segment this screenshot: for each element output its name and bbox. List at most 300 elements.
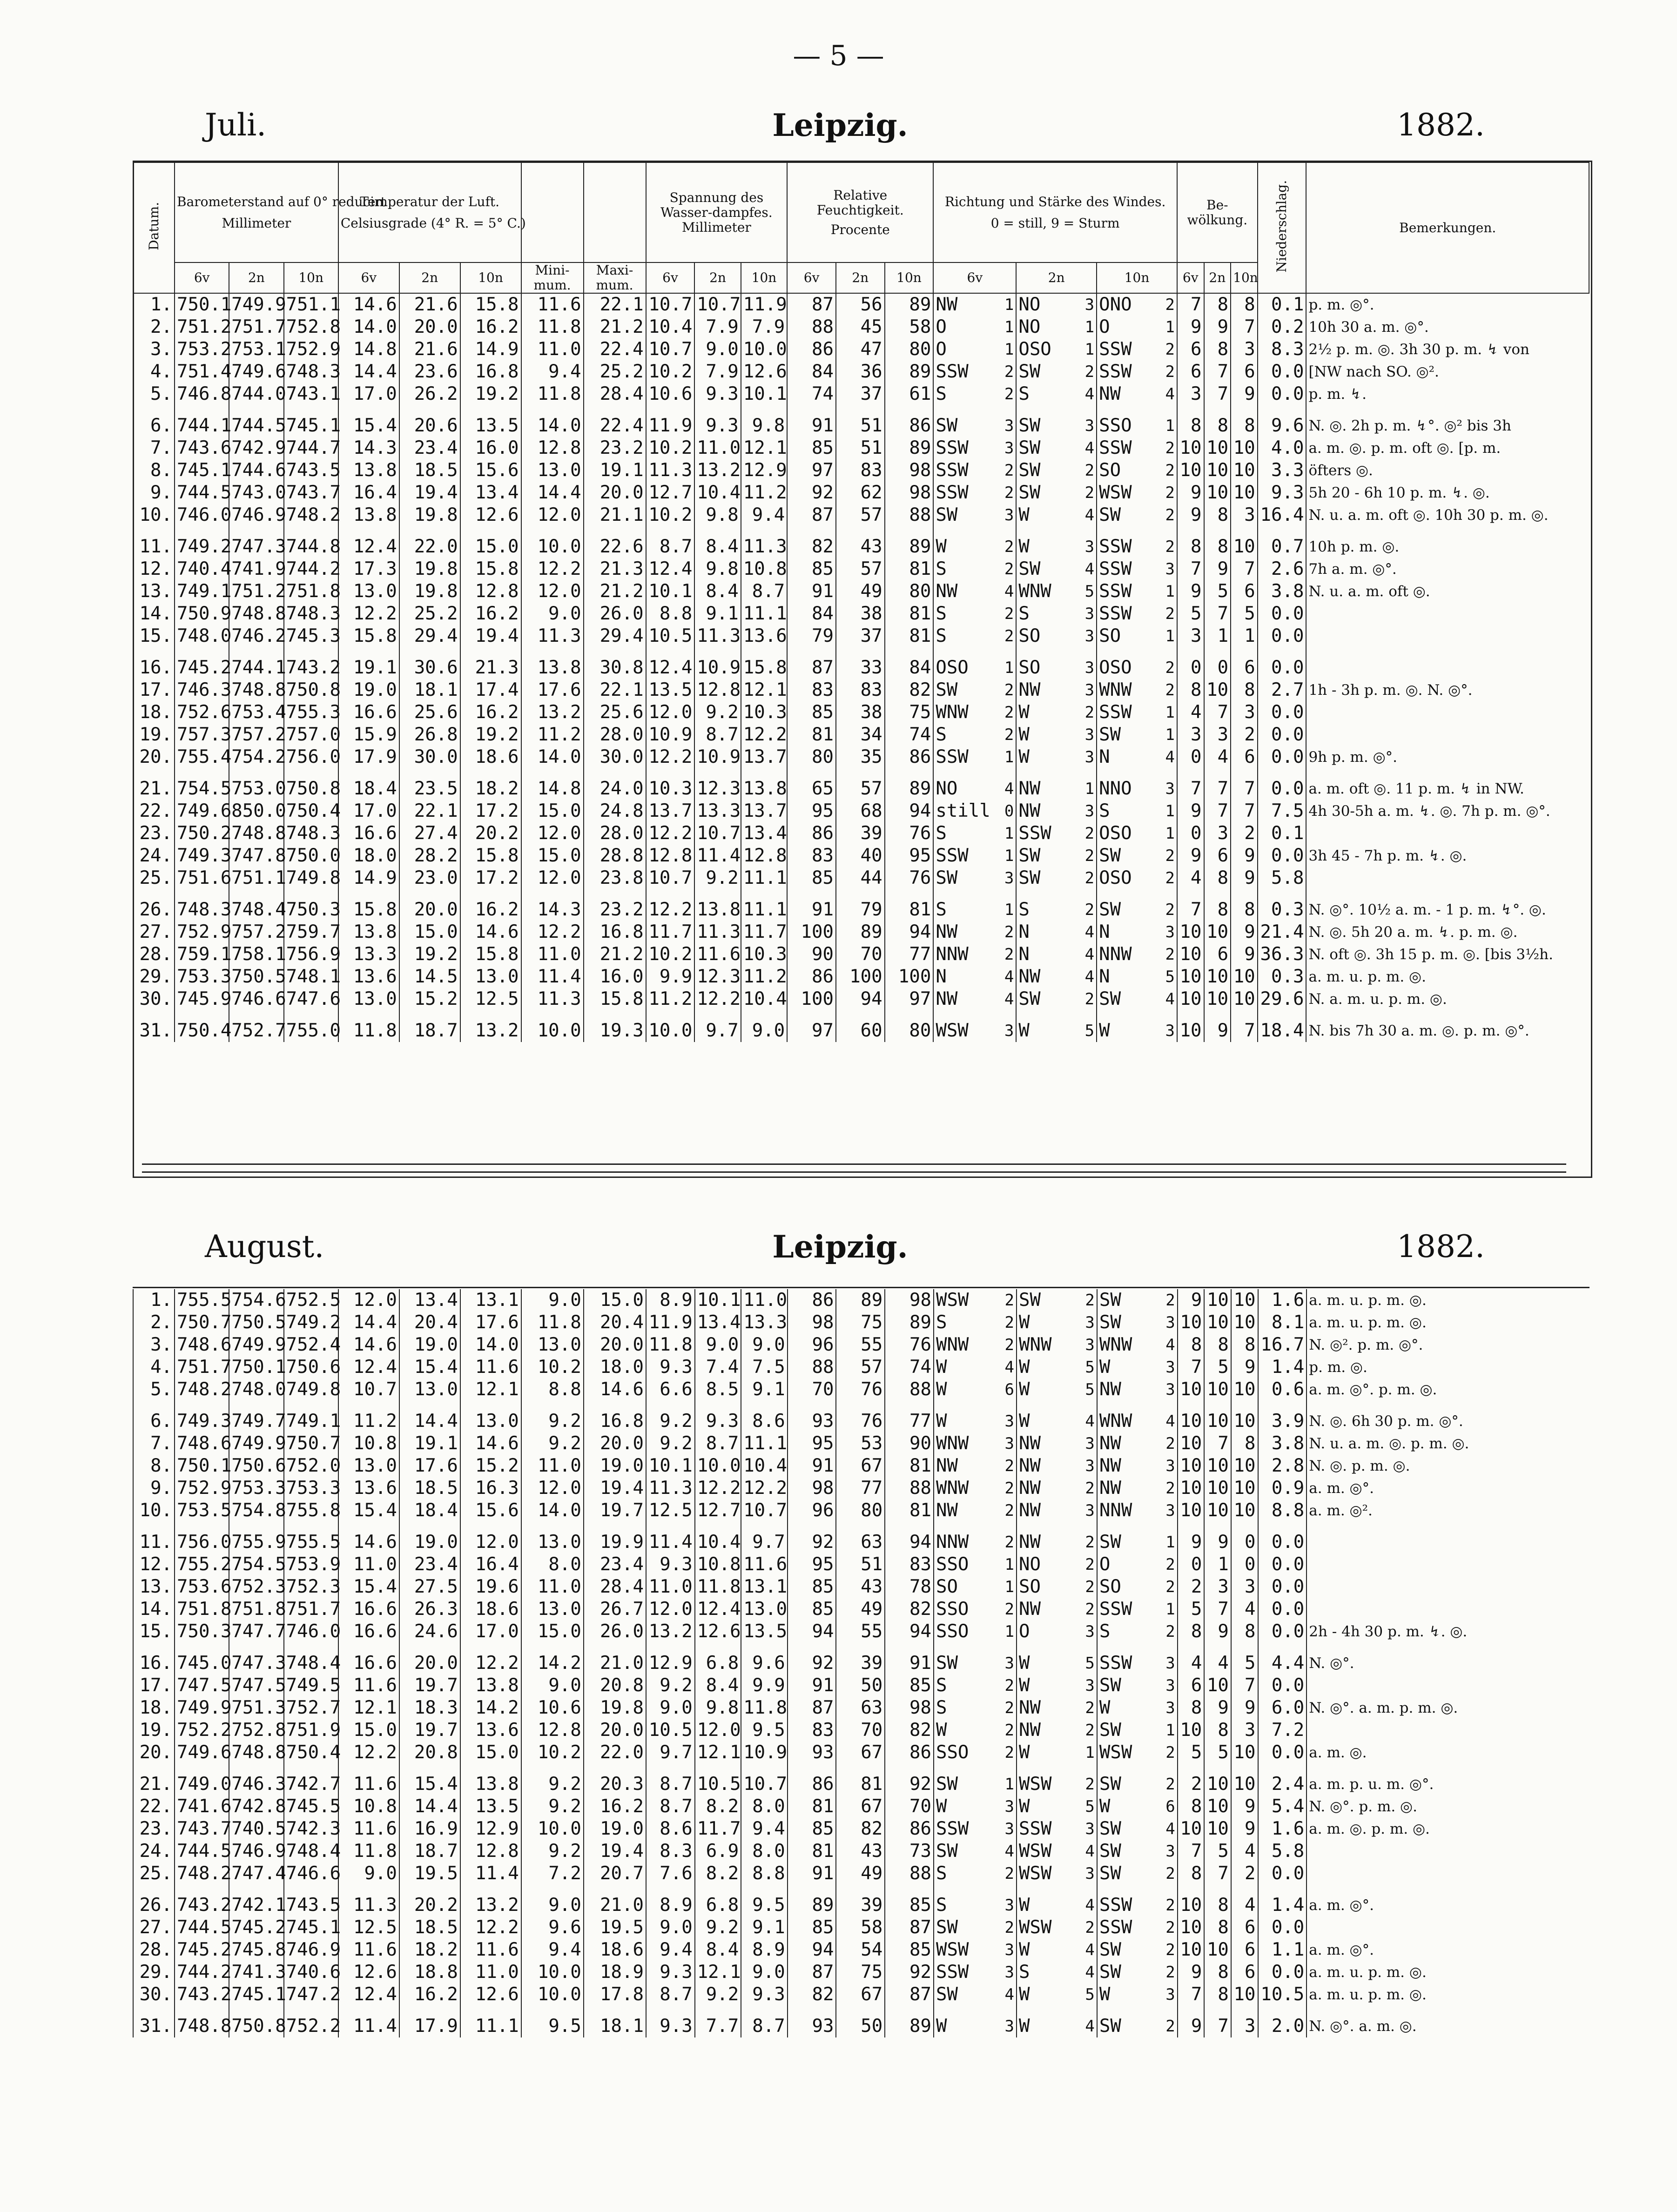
cell-vapour-6v: 9.4 (646, 1939, 695, 1961)
cell-baro-2n: 750.5 (229, 1311, 283, 1334)
cell-remark: [NW nach SO. ◎². (1306, 361, 1589, 383)
cell-date: 24. (133, 845, 175, 867)
cell-baro-10n: 748.3 (284, 822, 338, 845)
cell-wind-force-10n: 3 (1165, 1985, 1175, 2004)
cell-vapour-6v: 9.3 (646, 2006, 695, 2037)
cell-wind-dir-6v: W (934, 1378, 995, 1401)
cell-precipitation: 0.0 (1258, 1674, 1307, 1697)
cell-cloud-10n: 6 (1231, 361, 1258, 383)
cell-vapour-10n: 12.1 (741, 679, 787, 701)
cell-temp-max: 28.8 (584, 845, 646, 867)
cell-wind-dir-6v: S (933, 724, 994, 746)
cell-cloud-6v: 10 (1178, 1311, 1205, 1334)
cell-baro-2n: 746.2 (229, 625, 283, 647)
cell-date: 30. (133, 1983, 175, 2006)
cell-vapour-10n: 8.8 (741, 1862, 788, 1885)
cell-baro-6v: 749.6 (175, 1741, 229, 1764)
cell-humidity-10n: 94 (885, 800, 934, 822)
cell-humidity-6v: 92 (787, 482, 836, 504)
cell-humidity-10n: 95 (885, 845, 934, 867)
cell-date: 31. (133, 1010, 175, 1042)
cell-cloud-6v: 8 (1177, 405, 1204, 437)
cell-cloud-10n: 6 (1231, 1961, 1258, 1983)
cell-precipitation: 5.8 (1258, 867, 1307, 889)
cell-remark: a. m. ◎°. p. m. ◎. (1307, 1378, 1589, 1401)
cell-precipitation: 2.4 (1258, 1764, 1307, 1795)
cell-wind-force-10n: 1 (1165, 627, 1175, 645)
cell-temp-6v: 16.6 (338, 701, 399, 724)
cell-cloud-2n: 8 (1204, 1719, 1231, 1741)
cell-vapour-10n: 11.1 (741, 889, 787, 921)
cell-cloud-6v: 4 (1177, 867, 1204, 889)
cell-baro-2n: 753.3 (229, 1477, 283, 1499)
cell-wind-dir-2n: NW (1017, 1499, 1075, 1522)
vap-6v: 6v (646, 262, 695, 293)
cell-wind-force-10n: 3 (1165, 1022, 1175, 1040)
cell-temp-min: 11.6 (521, 293, 584, 316)
cell-wind-dir-6v: S (934, 1697, 995, 1719)
cell-wind-force-2n: 3 (1084, 726, 1095, 744)
cell-humidity-10n: 80 (885, 580, 934, 603)
cell-temp-min: 9.2 (521, 1401, 584, 1432)
cell-wind-dir-6v: O (933, 316, 994, 338)
cell-wind-dir-6v: WNW (934, 1334, 995, 1356)
cell-vapour-6v: 9.2 (646, 1401, 695, 1432)
cell-wind-dir-6v: WNW (934, 1477, 995, 1499)
cell-vapour-10n: 11.6 (741, 1553, 788, 1576)
cell-temp-6v: 11.6 (338, 1939, 399, 1961)
cell-baro-10n: 749.8 (284, 1378, 338, 1401)
cell-temp-6v: 13.8 (338, 921, 399, 943)
cell-wind-force-10n: 2 (1165, 1918, 1175, 1937)
cell-date: 1. (133, 293, 175, 316)
cell-wind-dir-6v: SSW (934, 1961, 995, 1983)
cell-humidity-2n: 36 (836, 361, 885, 383)
cell-wind-dir-2n: SW (1016, 459, 1075, 482)
cell-wind-force-10n: 2 (1165, 439, 1175, 457)
cell-wind-force-2n: 5 (1085, 1985, 1095, 2004)
cell-wind-dir-6v: S (933, 625, 994, 647)
cell-baro-10n: 745.1 (284, 405, 338, 437)
cell-vapour-2n: 8.4 (694, 526, 741, 558)
cell-cloud-10n: 10 (1231, 1401, 1258, 1432)
cell-remark: N. a. m. u. p. m. ◎. (1306, 988, 1589, 1010)
cell-vapour-10n: 9.1 (741, 1378, 788, 1401)
cell-wind-force-10n: 3 (1165, 560, 1175, 578)
cell-temp-max: 21.0 (584, 1643, 646, 1674)
cell-vapour-6v: 8.7 (646, 1983, 695, 2006)
cell-cloud-10n: 7 (1231, 316, 1258, 338)
cell-humidity-2n: 70 (836, 1719, 885, 1741)
cell-vapour-6v: 9.0 (646, 1916, 695, 1939)
cell-vapour-6v: 13.7 (646, 800, 695, 822)
cell-date: 7. (133, 437, 175, 459)
cell-cloud-2n: 10 (1204, 966, 1231, 988)
cell-wind-dir-10n: SSW (1097, 1885, 1156, 1916)
cell-baro-2n: 753.1 (229, 338, 283, 361)
cell-temp-2n: 19.8 (399, 580, 460, 603)
cell-temp-min: 12.0 (521, 822, 584, 845)
cell-remark: a. m. u. p. m. ◎. (1307, 1311, 1589, 1334)
cell-cloud-2n: 10 (1204, 1818, 1231, 1840)
cell-temp-min: 7.2 (521, 1862, 584, 1885)
cell-humidity-2n: 75 (836, 1311, 885, 1334)
cell-humidity-10n: 86 (885, 1741, 934, 1764)
cell-humidity-10n: 92 (885, 1764, 934, 1795)
cell-wind-dir-6v: WNW (933, 701, 994, 724)
cell-cloud-10n: 8 (1231, 679, 1258, 701)
cell-vapour-2n: 11.6 (694, 943, 741, 966)
cell-humidity-6v: 85 (788, 1598, 836, 1620)
cell-baro-6v: 755.4 (175, 746, 229, 768)
cell-temp-2n: 16.2 (399, 1983, 460, 2006)
cell-humidity-2n: 53 (836, 1432, 885, 1455)
cell-humidity-6v: 91 (788, 1862, 836, 1885)
cell-humidity-6v: 94 (788, 1620, 836, 1643)
cell-wind-dir-2n: W (1017, 1356, 1075, 1378)
cell-date: 23. (133, 822, 175, 845)
cell-wind-dir-10n: SSW (1097, 1643, 1156, 1674)
cell-baro-6v: 746.0 (175, 504, 229, 526)
cell-wind-dir-2n: SW (1017, 1289, 1075, 1311)
cell-cloud-10n: 6 (1231, 1939, 1258, 1961)
cell-cloud-10n: 9 (1231, 1818, 1258, 1840)
cell-cloud-6v: 10 (1177, 921, 1204, 943)
cell-temp-6v: 13.0 (338, 1455, 399, 1477)
cell-wind-force-6v: 1 (1004, 340, 1014, 359)
cell-vapour-6v: 12.5 (646, 1499, 695, 1522)
cell-wind-dir-2n: WSW (1017, 1840, 1075, 1862)
cell-baro-6v: 741.6 (175, 1795, 229, 1818)
cell-humidity-10n: 91 (885, 1643, 934, 1674)
cell-wind-force-10n: 2 (1165, 296, 1175, 314)
cell-wind-force-6v: 1 (1004, 659, 1014, 677)
cell-vapour-10n: 11.1 (741, 1432, 788, 1455)
cell-wind-force-6v: 3 (1004, 506, 1014, 524)
cell-vapour-6v: 10.7 (646, 338, 695, 361)
cell-baro-10n: 748.3 (284, 603, 338, 625)
cell-temp-max: 22.0 (584, 1741, 646, 1764)
cell-wind-force-6v: 2 (1004, 363, 1014, 381)
cell-date: 26. (133, 889, 175, 921)
cell-wind-dir-6v: SSW (934, 1818, 995, 1840)
cell-vapour-10n: 13.4 (741, 822, 787, 845)
cell-temp-max: 26.0 (584, 603, 646, 625)
cell-wind-force-6v: 2 (1004, 1676, 1015, 1695)
cell-temp-max: 21.3 (584, 558, 646, 580)
cell-baro-10n: 757.0 (284, 724, 338, 746)
cell-vapour-2n: 9.2 (694, 701, 741, 724)
cell-wind-force-2n: 3 (1085, 1864, 1095, 1883)
cell-cloud-2n: 10 (1204, 1674, 1231, 1697)
cell-remark: 9h p. m. ◎°. (1306, 746, 1589, 768)
cell-wind-dir-2n: WSW (1017, 1862, 1075, 1885)
cell-baro-2n: 751.2 (229, 580, 283, 603)
cell-wind-force-2n: 3 (1084, 538, 1095, 556)
cell-cloud-6v: 9 (1177, 845, 1204, 867)
cell-humidity-2n: 67 (836, 1983, 885, 2006)
cell-humidity-2n: 79 (836, 889, 885, 921)
cell-humidity-2n: 62 (836, 482, 885, 504)
cell-wind-dir-6v: S (933, 603, 994, 625)
cell-vapour-6v: 9.3 (646, 1961, 695, 1983)
cell-temp-6v: 11.2 (338, 1401, 399, 1432)
cell-wind-dir-6v: NNW (934, 1522, 995, 1553)
cell-temp-max: 19.9 (584, 1522, 646, 1553)
cell-baro-10n: 748.4 (284, 1840, 338, 1862)
cell-wind-dir-6v: W (934, 1401, 995, 1432)
cell-date: 17. (133, 1674, 175, 1697)
cell-vapour-2n: 9.0 (694, 338, 741, 361)
cell-cloud-2n: 5 (1204, 1741, 1231, 1764)
cell-wind-dir-10n: WSW (1097, 1741, 1156, 1764)
cell-wind-force-2n: 3 (1085, 1501, 1095, 1520)
cell-wind-force-10n: 4 (1165, 990, 1175, 1009)
cell-humidity-6v: 86 (787, 966, 836, 988)
table-row (133, 1499, 1589, 1522)
cell-vapour-10n: 9.9 (741, 1674, 788, 1697)
cell-wind-dir-2n: WSW (1017, 1916, 1075, 1939)
cell-humidity-2n: 51 (836, 405, 885, 437)
cell-wind-force-6v: 2 (1004, 538, 1014, 556)
cell-temp-10n: 20.2 (460, 822, 521, 845)
cell-temp-10n: 16.3 (460, 1477, 521, 1499)
cell-temp-10n: 12.6 (460, 504, 521, 526)
cell-temp-2n: 18.2 (399, 1939, 460, 1961)
cell-vapour-2n: 7.7 (695, 2006, 741, 2037)
cell-temp-max: 21.2 (584, 316, 646, 338)
cell-baro-2n: 745.1 (229, 1983, 283, 2006)
cell-wind-force-2n: 3 (1084, 296, 1095, 314)
cell-wind-force-6v: 3 (1004, 417, 1014, 435)
cell-cloud-2n: 7 (1204, 701, 1231, 724)
cell-vapour-2n: 13.2 (694, 459, 741, 482)
july-table (133, 162, 1589, 1042)
cell-baro-10n: 755.8 (284, 1499, 338, 1522)
cell-temp-2n: 19.8 (399, 504, 460, 526)
cell-humidity-10n: 88 (885, 504, 934, 526)
table-row (133, 822, 1589, 845)
cell-date: 26. (133, 1885, 175, 1916)
cell-wind-dir-10n: NW (1097, 1455, 1156, 1477)
cell-baro-6v: 750.7 (175, 1311, 229, 1334)
cell-humidity-10n: 89 (885, 1311, 934, 1334)
cell-baro-2n: 748.8 (229, 603, 283, 625)
cell-temp-6v: 12.2 (338, 603, 399, 625)
cell-temp-min: 14.0 (521, 405, 584, 437)
cell-wind-dir-2n: SW (1016, 988, 1075, 1010)
cell-precipitation: 6.0 (1258, 1697, 1307, 1719)
cell-cloud-6v: 10 (1178, 1916, 1205, 1939)
cell-baro-2n: 747.5 (229, 1674, 283, 1697)
cell-cloud-10n: 10 (1231, 437, 1258, 459)
cell-wind-dir-10n: SSW (1097, 361, 1155, 383)
cell-cloud-10n: 7 (1231, 800, 1258, 822)
cell-humidity-10n: 89 (885, 2006, 934, 2037)
cell-cloud-2n: 10 (1204, 1455, 1231, 1477)
cell-temp-6v: 15.9 (338, 724, 399, 746)
cell-date: 4. (133, 361, 175, 383)
cell-baro-6v: 749.0 (175, 1764, 229, 1795)
cell-precipitation: 10.5 (1258, 1983, 1307, 2006)
cell-wind-dir-2n: W (1016, 1010, 1075, 1042)
cell-temp-2n: 19.0 (399, 1522, 460, 1553)
cell-temp-6v: 12.6 (338, 1961, 399, 1983)
cell-date: 3. (133, 338, 175, 361)
cell-wind-force-6v: 4 (1004, 968, 1014, 986)
cell-cloud-6v: 9 (1177, 580, 1204, 603)
cell-cloud-6v: 7 (1177, 768, 1204, 800)
cell-cloud-10n: 10 (1231, 1741, 1258, 1764)
cell-temp-2n: 14.4 (399, 1795, 460, 1818)
cell-wind-dir-2n: SO (1016, 647, 1075, 679)
cell-wind-force-10n: 2 (1165, 461, 1175, 480)
cell-remark (1307, 1674, 1589, 1697)
cell-wind-force-2n: 4 (1084, 923, 1095, 941)
cell-cloud-2n: 1 (1204, 625, 1231, 647)
cell-wind-dir-10n: SO (1097, 625, 1155, 647)
table-row (133, 437, 1589, 459)
cell-temp-min: 15.0 (521, 800, 584, 822)
cell-temp-2n: 27.4 (399, 822, 460, 845)
cell-baro-6v: 749.6 (175, 800, 229, 822)
cell-temp-6v: 9.0 (338, 1862, 399, 1885)
cell-temp-min: 14.8 (521, 768, 584, 800)
cell-date: 16. (133, 647, 175, 679)
cell-vapour-10n: 11.7 (741, 921, 787, 943)
cell-precipitation: 0.0 (1258, 383, 1307, 405)
cell-wind-force-2n: 4 (1084, 385, 1095, 403)
baro-6v: 6v (175, 262, 229, 293)
cell-remark: a. m. u. p. m. ◎. (1307, 1289, 1589, 1311)
cell-cloud-6v: 9 (1178, 2006, 1205, 2037)
cell-cloud-6v: 10 (1178, 1719, 1205, 1741)
august-body (133, 1289, 1589, 2037)
cell-temp-10n: 16.2 (460, 701, 521, 724)
cell-wind-force-6v: 2 (1004, 385, 1014, 403)
cell-baro-10n: 752.2 (284, 2006, 338, 2037)
cell-temp-10n: 19.2 (460, 724, 521, 746)
cell-wind-dir-2n: W (1016, 746, 1075, 768)
cell-temp-max: 19.5 (584, 1916, 646, 1939)
cell-precipitation: 7.5 (1258, 800, 1307, 822)
cell-cloud-10n: 4 (1231, 1840, 1258, 1862)
cell-vapour-2n: 10.1 (695, 1289, 741, 1311)
cell-humidity-2n: 89 (836, 1289, 885, 1311)
cell-date: 12. (133, 558, 175, 580)
cell-wind-dir-2n: W (1017, 1983, 1075, 2006)
table-row (133, 988, 1589, 1010)
cell-wind-force-6v: 1 (1004, 1622, 1015, 1641)
cell-wind-dir-2n: W (1017, 1795, 1075, 1818)
cell-baro-2n: 752.7 (229, 1010, 283, 1042)
cell-baro-10n: 743.7 (284, 482, 338, 504)
cell-date: 18. (133, 1697, 175, 1719)
cell-cloud-6v: 10 (1177, 459, 1204, 482)
cell-wind-dir-6v: W (934, 1795, 995, 1818)
cell-wind-force-10n: 1 (1165, 802, 1175, 820)
cell-baro-6v: 748.8 (175, 2006, 229, 2037)
cell-wind-force-6v: 1 (1004, 318, 1014, 336)
cell-vapour-2n: 9.3 (694, 383, 741, 405)
cell-temp-6v: 14.4 (338, 361, 399, 383)
cell-remark: a. m. oft ◎. 11 p. m. ↯ in NW. (1306, 768, 1589, 800)
cell-temp-min: 12.0 (521, 504, 584, 526)
cell-remark (1307, 1522, 1589, 1553)
cell-wind-dir-2n: SW (1016, 437, 1075, 459)
cell-temp-6v: 13.6 (338, 966, 399, 988)
cell-baro-6v: 745.2 (175, 647, 229, 679)
cell-wind-dir-2n: W (1017, 1378, 1075, 1401)
cell-humidity-10n: 76 (885, 1334, 934, 1356)
cell-cloud-2n: 10 (1204, 988, 1231, 1010)
cell-wind-force-10n: 2 (1165, 1963, 1175, 1982)
hum-6v: 6v (787, 262, 836, 293)
cell-wind-dir-10n: SW (1097, 845, 1155, 867)
cell-humidity-2n: 67 (836, 1741, 885, 1764)
cell-wind-force-2n: 1 (1084, 780, 1095, 798)
cell-temp-min: 10.0 (521, 1818, 584, 1840)
cell-vapour-6v: 12.4 (646, 558, 695, 580)
cell-temp-2n: 22.1 (399, 800, 460, 822)
cell-temp-min: 12.0 (521, 1477, 584, 1499)
cell-cloud-2n: 10 (1204, 1289, 1231, 1311)
cell-wind-force-6v: 4 (1004, 1985, 1015, 2004)
cell-temp-min: 10.6 (521, 1697, 584, 1719)
cell-date: 2. (133, 1311, 175, 1334)
table-row (133, 1401, 1589, 1432)
cell-wind-force-10n: 3 (1165, 1699, 1175, 1717)
cell-baro-6v: 744.2 (175, 1961, 229, 1983)
cell-cloud-6v: 8 (1178, 1862, 1205, 1885)
cell-temp-10n: 12.6 (460, 1983, 521, 2006)
cell-wind-force-6v: 2 (1004, 560, 1014, 578)
cell-wind-dir-6v: WNW (934, 1432, 995, 1455)
cell-cloud-6v: 3 (1177, 625, 1204, 647)
cell-baro-2n: 754.2 (229, 746, 283, 768)
cell-cloud-10n: 10 (1231, 1455, 1258, 1477)
cell-temp-6v: 11.6 (338, 1818, 399, 1840)
cell-temp-6v: 16.6 (338, 1598, 399, 1620)
table-row (133, 2006, 1589, 2037)
cell-wind-force-10n: 3 (1165, 1501, 1175, 1520)
cell-cloud-6v: 8 (1178, 1795, 1205, 1818)
cell-vapour-6v: 11.9 (646, 405, 695, 437)
cell-date: 24. (133, 1840, 175, 1862)
cell-wind-dir-6v: SSO (934, 1553, 995, 1576)
cell-cloud-10n: 3 (1231, 504, 1258, 526)
cell-wind-force-2n: 2 (1084, 901, 1095, 919)
cell-temp-max: 30.8 (584, 647, 646, 679)
cell-temp-2n: 20.0 (399, 1643, 460, 1674)
table-row (133, 889, 1589, 921)
cell-baro-2n: 744.0 (229, 383, 283, 405)
precip-header: Niederschlag. (1258, 162, 1307, 293)
cell-temp-6v: 16.6 (338, 1620, 399, 1643)
cell-baro-10n: 755.0 (284, 1010, 338, 1042)
cell-cloud-10n: 9 (1231, 383, 1258, 405)
cell-baro-10n: 749.1 (284, 1401, 338, 1432)
cell-temp-10n: 13.2 (460, 1885, 521, 1916)
cell-temp-6v: 11.6 (338, 1674, 399, 1697)
cell-wind-force-10n: 2 (1165, 1941, 1175, 1959)
cell-temp-2n: 30.6 (399, 647, 460, 679)
cell-remark: N. u. a. m. ◎. p. m. ◎. (1307, 1432, 1589, 1455)
table-row (133, 1334, 1589, 1356)
cell-temp-10n: 12.2 (460, 1916, 521, 1939)
cell-temp-max: 26.7 (584, 1598, 646, 1620)
cell-remark (1307, 1553, 1589, 1576)
